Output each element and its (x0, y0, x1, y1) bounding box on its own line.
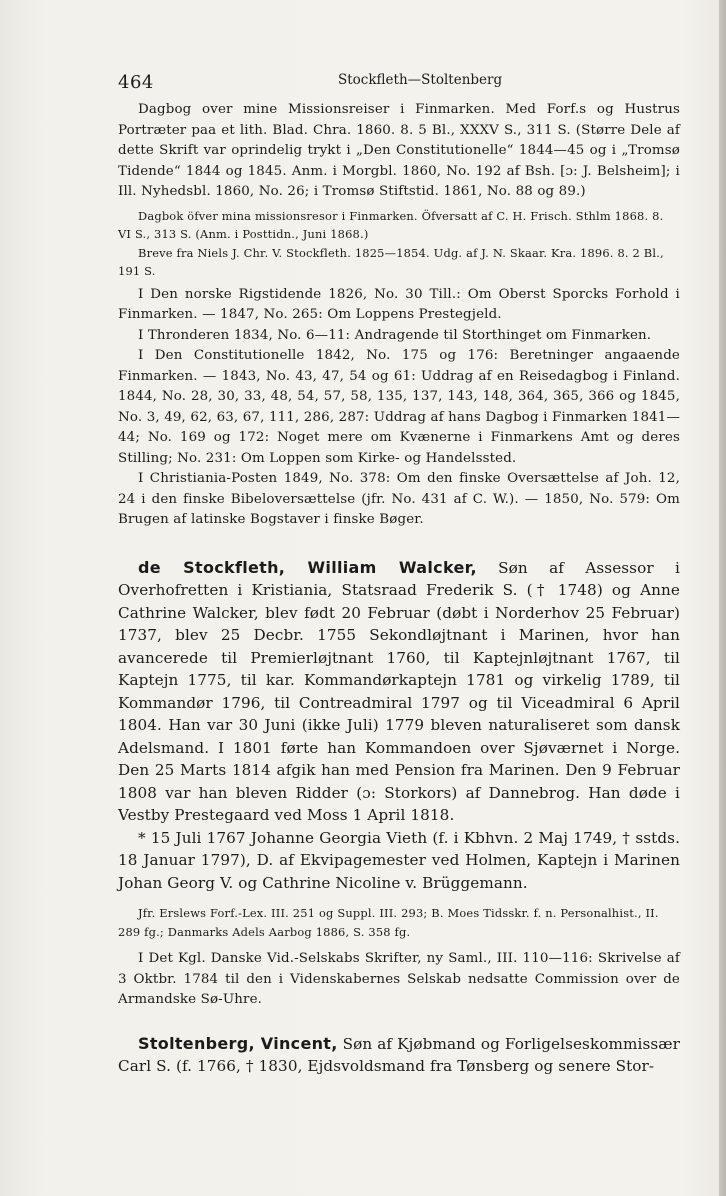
bibliography-entry-christiania-posten: I Christiania-Posten 1849, No. 378: Om den finske Oversættelse af Joh. 12, 24 i den finske Bibeloversættelse (jfr. No. 431 af C. W.). — 1850, No. 579: Om Brugen af latinske Bogstaver i finske Bøger. (118, 471, 680, 527)
page-number: 464 (118, 72, 154, 93)
spacer (118, 1011, 680, 1033)
spacer (118, 941, 680, 949)
bibliography-entry-rigstidende: I Den norske Rigstidende 1826, No. 30 Till.: Om Oberst Sporcks Forhold i Finmarken. — 1847, No. 265: Om Loppens Prestegjeld. (118, 286, 680, 322)
biography-text-stoltenberg: Søn af Kjøbmand og Forligelseskommissær Carl S. (f. 1766, † 1830, Ejdsvoldsmand fra Tønsberg og senere Stor- (118, 1034, 680, 1075)
page-edge-shadow (719, 0, 726, 1196)
biography-stoltenberg (118, 1033, 680, 1078)
bibliography-entry-swedish-translation: Dagbok öfver mina missionsresor i Finmarken. Öfversatt af C. H. Frisch. Sthlm 1868. 8. VI S., 313 S. (Anm. i Posttidn., Juni 1868.) (118, 208, 664, 241)
page-content (118, 100, 680, 1078)
bibliography-entry-constitutionelle: I Den Constitutionelle 1842, No. 175 og 176: Beretninger angaaende Finmarken. — 1843, No. 43, 47, 54 og 61: Uddrag af en Reisedagbog i Finland. 1844, No. 28, 30, 33, 48, 54, 57, 58, 135, 137, 143, 148, 364, 365, 366 og 1845, No. 3, 49, 62, 63, 67, 111, 286, 287: Uddrag af hans Dagbog i Finmarken 1841—44; No. 169 og 172: Noget mere om Kvænerne i Finmarkens Amt og deres Stilling; No. 231: Om Loppen som Kirke- og Handelssted. (118, 348, 680, 466)
biography-work-stockfleth: I Det Kgl. Danske Vid.-Selskabs Skrifter, ny Saml., III. 110—116: Skrivelse af 3 Oktbr. 1784 til den i Videnskabernes Selskab nedsatte Commission over de Armandske Sø-Uhre. (118, 951, 680, 1007)
bibliography-entry-dagbog: Dagbog over mine Missionsreiser i Finmarken. Med Forf.s og Hustrus Portræter paa et lith. Blad. Chra. 1860. 8. 5 Bl., XXXV S., 311 S. (Større Dele af dette Skrift var oprindelig trykt i „Den Constitutionelle“ 1844—45 og i „Tromsø Tidende“ 1844 og 1845. Anm. i Morgbl. 1860, No. 192 af Bsh. [ɔ: J. Belsheim]; i Ill. Nyhedsbl. 1860, No. 26; i Tromsø Stiftstid. 1861, No. 88 og 89.) (118, 102, 680, 199)
biography-name-stockfleth: de Stockfleth, William Walcker, (138, 557, 477, 577)
biography-text-stockfleth: Søn af Assessor i Overhofretten i Kristiania, Statsraad Frederik S. († 1748) og Anne Cathrine Walcker, blev født 20 Februar (døbt i Norderhov 25 Februar) 1737, blev 25 Decbr. 1755 Sekondløjtnant i Marinen, hvor han avancerede til Premierløjtnant 1760, til Kaptejnløjtnant 1767, til Kaptejn 1775, til kar. Kommandørkaptejn 1781 og virkelig 1789, til Kommandør 1796, til Contreadmiral 1797 og til Viceadmiral 6 April 1804. Han var 30 Juni (ikke Juli) 1779 bleven naturaliseret som dansk Adelsmand. I 1801 førte han Kommandoen over Sjøværnet i Norge. Den 25 Marts 1814 afgik han med Pension fra Marinen. Den 9 Februar 1808 var han bleven Ridder (ɔ: Storkors) af Dannebrog. Han døde i Vestby Prestegaard ved Moss 1 April 1818. (118, 558, 680, 824)
page-header (118, 70, 680, 94)
biography-stockfleth (118, 557, 680, 827)
bibliography-entry-thronderen: I Thronderen 1834, No. 6—11: Andragende til Storthinget om Finmarken. (138, 327, 652, 343)
bibliography-entry-breve: Breve fra Niels J. Chr. V. Stockfleth. 1825—1854. Udg. af J. N. Skaar. Kra. 1896. 8. 2 Bl., 191 S. (118, 245, 664, 278)
biography-name-stoltenberg: Stoltenberg, Vincent, (138, 1033, 338, 1053)
spacer (118, 894, 680, 904)
spacer (118, 531, 680, 557)
running-title: Stockfleth—Stoltenberg (338, 72, 503, 88)
biography-references-stockfleth: Jfr. Erslews Forf.-Lex. III. 251 og Suppl. III. 293; B. Moes Tidsskr. f. n. Personalhist., II. 289 fg.; Danmarks Adels Aarbog 1886, S. 358 fg. (118, 906, 659, 939)
biography-marriage-stockfleth: * 15 Juli 1767 Johanne Georgia Vieth (f. i Kbhvn. 2 Maj 1749, † sstds. 18 Januar 1797), D. af Ekvipagemester ved Holmen, Kaptejn i Marinen Johan Georg V. og Cathrine Nicoline v. Brüggemann. (118, 828, 680, 892)
